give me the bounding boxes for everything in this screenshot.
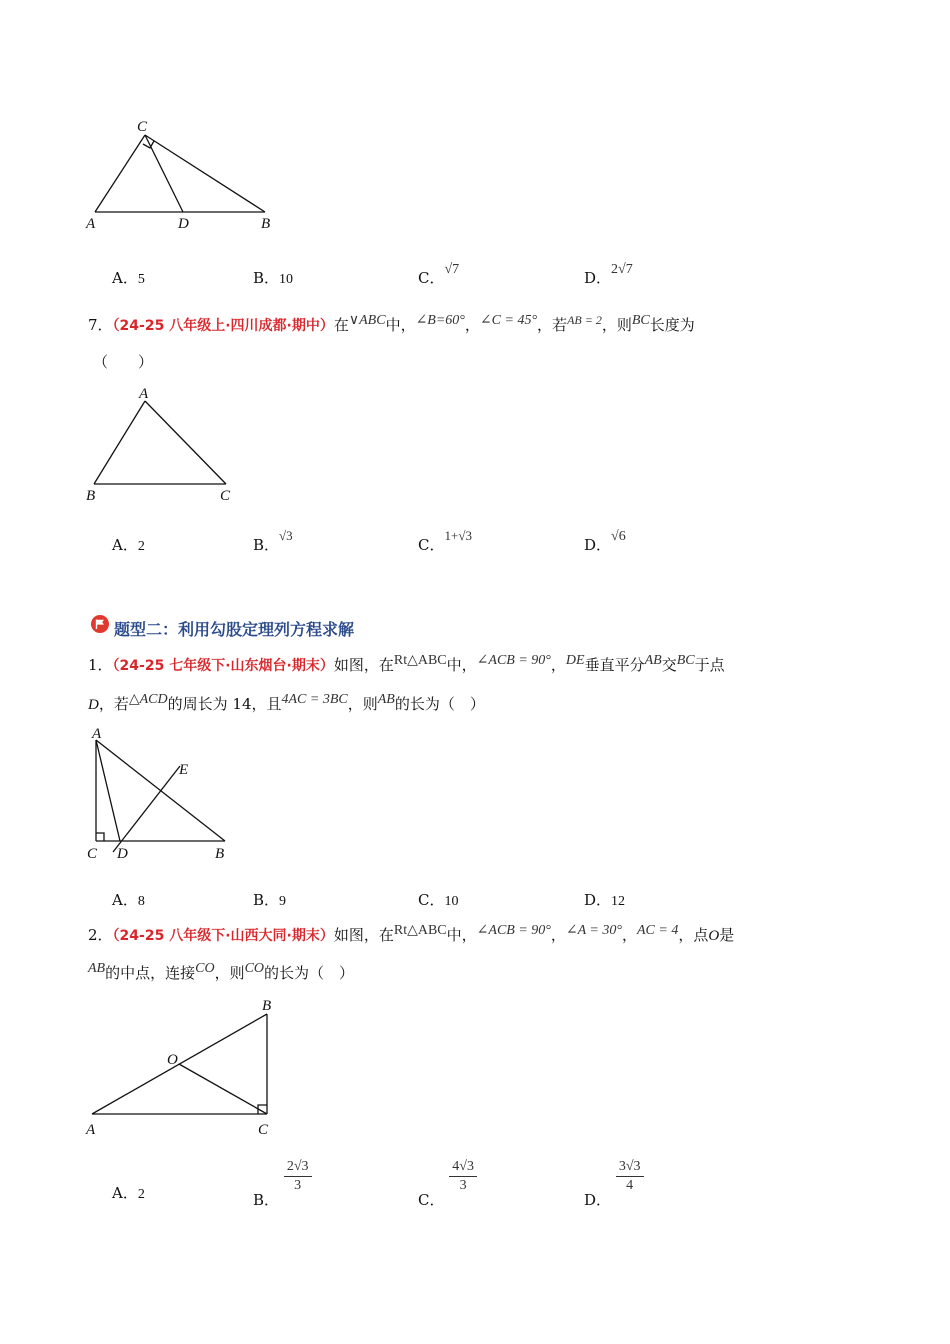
p2-figure (80, 990, 290, 1140)
p2-option-c[interactable]: C． $\frac{4√3}{3}$ (418, 1158, 477, 1195)
q7-option-d[interactable]: D．√6 (584, 529, 626, 554)
q6-option-a[interactable]: A．5 (112, 269, 145, 287)
p2-option-c-fraction: $\frac{4√3}{3}$ (449, 1158, 477, 1195)
q7-answer-paren: （ ） (93, 353, 154, 371)
q7-label-b: B (86, 488, 96, 504)
q6-option-d[interactable]: D．2√7 (584, 262, 633, 287)
q7-label-a: A (139, 386, 149, 402)
p2-label-o: O (167, 1052, 178, 1068)
p2-option-b[interactable]: B． $\frac{2√3}{3}$ (253, 1158, 312, 1195)
p1-label-a: A (92, 726, 102, 742)
q6-option-b[interactable]: B．10 (253, 269, 294, 287)
q7-stem: 7．（24-25 八年级上·四川成都·期中）在∨ABC中，∠B=60°，∠C = 45°，若$^{AB = 2}$，则BC长度为 (88, 313, 695, 334)
section-title: 题型二：利用勾股定理列方程求解 (114, 620, 355, 639)
p1-option-b[interactable]: B．9 (253, 891, 287, 909)
q7-label-c: C (220, 488, 231, 504)
p2-option-d-fraction: $\frac{3√3}{4}$ (616, 1158, 644, 1195)
p2-label-c: C (258, 1122, 269, 1138)
p1-option-a[interactable]: A．8 (112, 891, 145, 909)
q7-option-a[interactable]: A．2 (112, 536, 145, 554)
p2-stem-line1: 2．（24-25 八年级下·山西大同·期末）如图，在Rt△ABC中，∠ACB = 90°，∠A = 30°，AC = 4，点O是 (88, 923, 735, 944)
p1-option-d[interactable]: D．12 (584, 891, 626, 909)
p2-option-a[interactable]: A．2 (112, 1184, 145, 1202)
q6-option-c[interactable]: C．√7 (418, 262, 460, 287)
p1-label-c: C (87, 846, 98, 862)
p2-label-b: B (262, 998, 272, 1014)
q7-option-b[interactable]: B．√3 (253, 528, 293, 554)
p1-source: （24-25 七年级下·山东烟台·期末） (112, 658, 334, 674)
p1-stem-line2: D，若△ACD的周长为 14，且4AC = 3BC，则AB的长为（ ） (88, 692, 485, 713)
p1-figure (80, 722, 250, 867)
p2-source: （24-25 八年级下·山西大同·期末） (112, 928, 334, 944)
q6-figure (80, 112, 290, 237)
q6-label-a: A (86, 216, 96, 232)
p2-stem-line2: AB的中点，连接CO，则CO的长为（ ） (88, 961, 355, 982)
p2-option-b-fraction: $\frac{2√3}{3}$ (284, 1158, 312, 1195)
p1-label-d: D (117, 846, 128, 862)
q7-option-c[interactable]: C．1+√3 (418, 528, 472, 554)
q7-figure (80, 380, 250, 505)
q7-source: （24-25 八年级上·四川成都·期中） (112, 318, 334, 334)
q6-label-c: C (137, 119, 148, 135)
p1-label-b: B (215, 846, 225, 862)
p1-stem-line1: 1．（24-25 七年级下·山东烟台·期末）如图，在Rt△ABC中，∠ACB = 90°，DE垂直平分AB交BC于点 (88, 653, 725, 674)
p2-option-d[interactable]: D． $\frac{3√3}{4}$ (584, 1158, 644, 1195)
p2-label-a: A (86, 1122, 96, 1138)
p1-label-e: E (179, 762, 189, 778)
p1-option-c[interactable]: C．10 (418, 891, 459, 909)
flag-icon (91, 615, 109, 633)
q6-label-b: B (261, 216, 271, 232)
q6-label-d: D (178, 216, 189, 232)
